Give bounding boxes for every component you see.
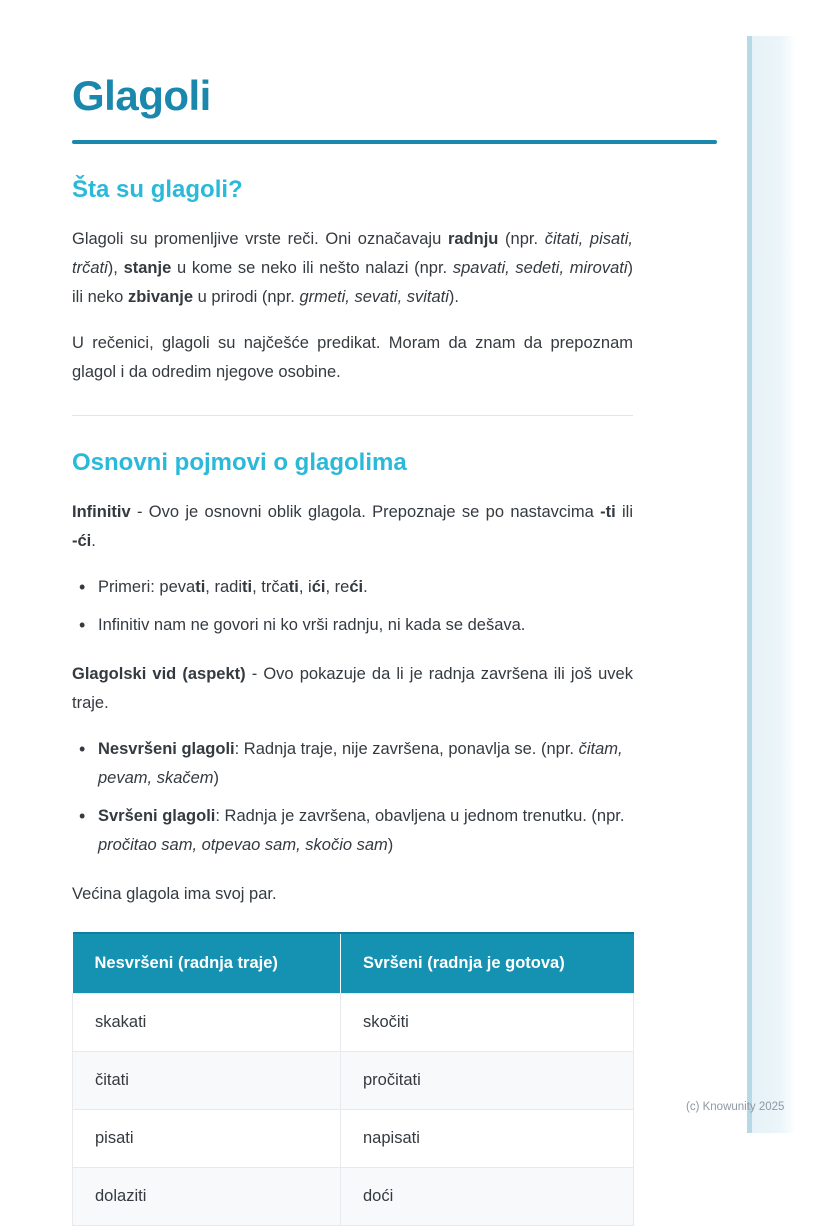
list-item: • Svršeni glagoli: Radnja je završena, obavljena u jednom trenutku. (npr. pročitao sam, otpevao sam, skočio sam)	[72, 802, 633, 860]
table-cell: pročitati	[341, 1052, 634, 1110]
table-cell: napisati	[341, 1110, 634, 1168]
paragraph-glagolski-vid: Glagolski vid (aspekt) - Ovo pokazuje da li je radnja završena ili još uvek traje.	[72, 665, 633, 712]
copyright-footer: (c) Knowunity 2025	[686, 1101, 785, 1113]
table-cell: dolaziti	[73, 1168, 341, 1226]
table-cell: čitati	[73, 1052, 341, 1110]
table-header-row	[73, 933, 634, 994]
page-title: Glagoli	[72, 72, 211, 119]
table-row	[73, 1168, 634, 1226]
table-cell: skakati	[73, 994, 341, 1052]
paragraph-definition: Glagoli su promenljive vrste reči. Oni označavaju radnju (npr. čitati, pisati, trčati), stanje u kome se neko ili nešto nalazi (npr. spavati, sedeti, mirovati) ili neko zbivanje u prirodi (npr. grmeti, sevati, svitati).	[72, 230, 634, 306]
section-divider	[72, 415, 633, 416]
table-cell: skočiti	[341, 994, 634, 1052]
column-header: Nesvršeni (radnja traje)	[73, 933, 341, 994]
paragraph-par: Većina glagola ima svoj par.	[72, 885, 277, 903]
section-heading: Osnovni pojmovi o glagolima	[72, 449, 407, 476]
table-row	[73, 994, 634, 1052]
table-cell: pisati	[73, 1110, 341, 1168]
section-osnovni-pojmovi	[72, 449, 633, 1226]
title-divider	[72, 140, 717, 144]
table-cell: doći	[341, 1168, 634, 1226]
section-heading: Šta su glagoli?	[72, 176, 243, 203]
column-header: Svršeni (radnja je gotova)	[341, 933, 634, 994]
table-row	[73, 1110, 634, 1168]
list-item: • Nesvršeni glagoli: Radnja traje, nije završena, ponavlja se. (npr. čitam, pevam, skačem)	[72, 735, 633, 793]
page-edge-stripe	[747, 36, 796, 1133]
infinitiv-bullet-list	[72, 573, 633, 640]
paragraph-predikat: U rečenici, glagoli su najčešće predikat. Moram da znam da prepoznam glagol i da odredim njegove osobine.	[72, 334, 633, 381]
table-row	[73, 1052, 634, 1110]
section-sta-su-glagoli	[72, 176, 633, 387]
list-item: • Primeri: pevati, raditi, trčati, ići, reći.	[72, 573, 633, 602]
paragraph-infinitiv: Infinitiv - Ovo je osnovni oblik glagola. Prepoznaje se po nastavcima -ti ili -ći.	[72, 503, 633, 550]
verb-pairs-table	[72, 932, 634, 1226]
document-content	[72, 0, 633, 1226]
vid-bullet-list	[72, 735, 633, 860]
list-item: • Infinitiv nam ne govori ni ko vrši radnju, ni kada se dešava.	[72, 611, 633, 640]
